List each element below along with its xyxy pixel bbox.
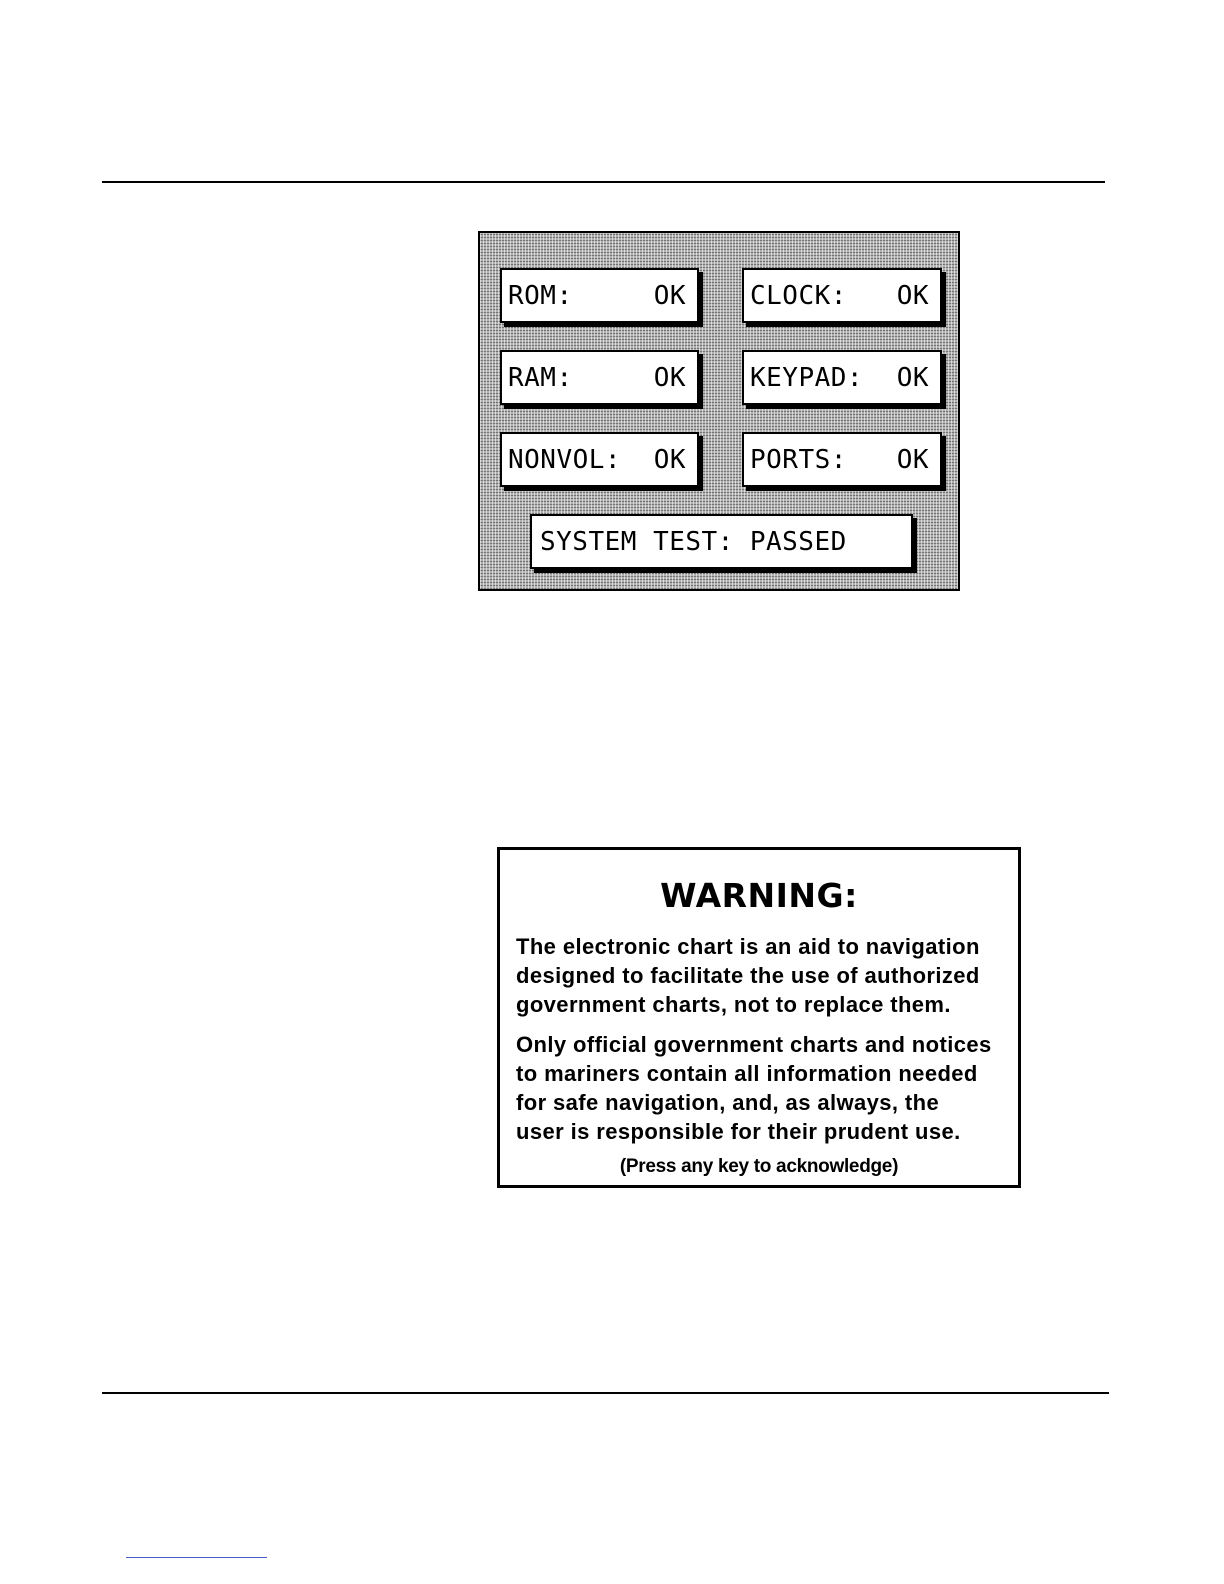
nonvol-status-box bbox=[500, 432, 699, 487]
warning-paragraph-2 bbox=[516, 1030, 1012, 1146]
keypad-label: KEYPAD: bbox=[750, 362, 864, 393]
acknowledge-hint: (Press any key to acknowledge) bbox=[619, 1156, 899, 1177]
warning-text-line: The electronic chart is an aid to navigation bbox=[516, 934, 980, 959]
clock-status-box bbox=[742, 268, 942, 323]
warning-text-line: to mariners contain all information needed bbox=[516, 1061, 978, 1086]
nonvol-label: NONVOL: bbox=[508, 444, 622, 475]
ram-status: OK bbox=[653, 362, 686, 393]
warning-text-line: government charts, not to replace them. bbox=[516, 992, 951, 1017]
keypad-status: OK bbox=[896, 362, 929, 393]
warning-dialog[interactable] bbox=[497, 847, 1021, 1188]
clock-status: OK bbox=[896, 280, 929, 311]
ports-status: OK bbox=[896, 444, 929, 475]
warning-text-line: user is responsible for their prudent use. bbox=[516, 1119, 961, 1144]
rom-label: ROM: bbox=[508, 280, 573, 311]
warning-paragraph-1 bbox=[516, 932, 1012, 1019]
system-test-result: PASSED bbox=[749, 526, 847, 557]
warning-title: WARNING: bbox=[660, 876, 858, 915]
keypad-status-box bbox=[742, 350, 942, 405]
system-test-status-box bbox=[530, 514, 913, 569]
system-test-label: SYSTEM TEST: bbox=[540, 526, 734, 557]
warning-text-line: designed to facilitate the use of authorized bbox=[516, 963, 980, 988]
warning-text-line: Only official government charts and notices bbox=[516, 1032, 992, 1057]
ram-status-box bbox=[500, 350, 699, 405]
ports-label: PORTS: bbox=[750, 444, 847, 475]
rom-status-box bbox=[500, 268, 699, 323]
ports-status-box bbox=[742, 432, 942, 487]
system-test-screen bbox=[478, 231, 960, 591]
warning-text-line: for safe navigation, and, as always, the bbox=[516, 1090, 940, 1115]
nonvol-status: OK bbox=[653, 444, 686, 475]
top-rule bbox=[102, 181, 1105, 183]
bottom-rule bbox=[102, 1392, 1109, 1394]
rom-status: OK bbox=[653, 280, 686, 311]
clock-label: CLOCK: bbox=[750, 280, 847, 311]
ram-label: RAM: bbox=[508, 362, 573, 393]
footer-link-underline[interactable] bbox=[126, 1557, 267, 1558]
